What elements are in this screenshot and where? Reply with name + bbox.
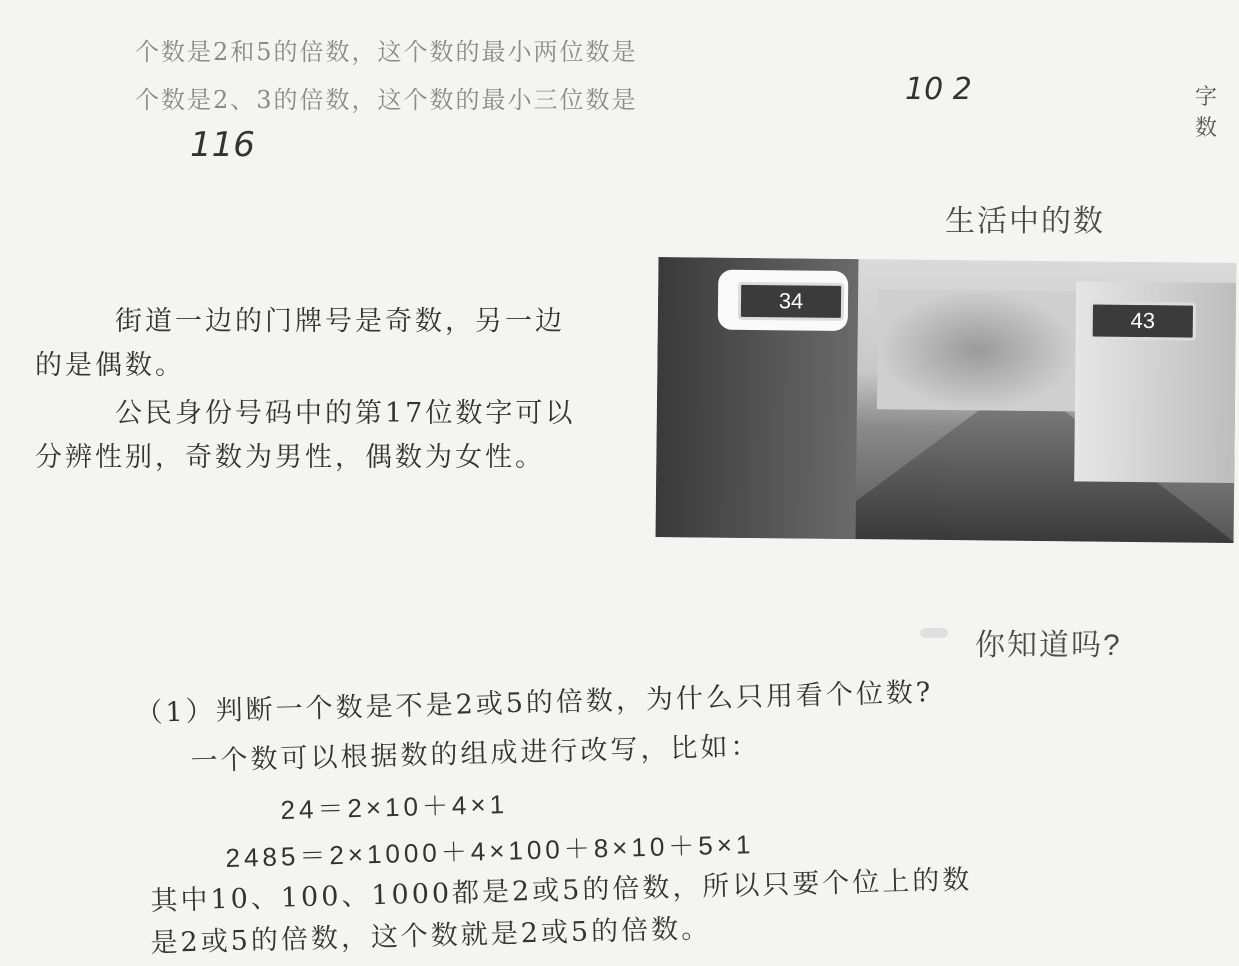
equation-2485: 2485＝2×1000＋4×100＋8×10＋5×1 xyxy=(225,829,755,873)
question-1-conclusion-2: 是2或5的倍数，这个数就是2或5的倍数。 xyxy=(150,913,712,959)
question-1: （1）判断一个数是不是2或5的倍数，为什么只用看个位数? xyxy=(135,677,934,729)
top-line-1: 个数是2和5的倍数，这个数的最小两位数是 xyxy=(135,38,638,66)
question-1-conclusion: 其中10、100、1000都是2或5的倍数，所以只要个位上的数 xyxy=(150,864,973,917)
section-title-life-numbers: 生活中的数 xyxy=(945,205,1105,238)
trees xyxy=(877,289,1078,411)
door-sign-right: 43 xyxy=(1090,302,1196,341)
street-photo xyxy=(656,257,1237,543)
paragraph-street-numbers: 街道一边的门牌号是奇数，另一边的是偶数。 xyxy=(35,306,565,381)
door-sign-left: 34 xyxy=(738,282,844,321)
top-line-2: 个数是2、3的倍数，这个数的最小三位数是 xyxy=(135,86,638,114)
handwritten-answer-1: 10 2 xyxy=(905,72,972,107)
section-title-did-you-know: 你知道吗? xyxy=(975,629,1122,662)
question-1-explanation: 一个数可以根据数的组成进行改写，比如： xyxy=(190,731,761,777)
right-edge-text: 字数 xyxy=(1195,85,1220,141)
equation-24: 24＝2×10＋4×1 xyxy=(280,789,509,825)
handwritten-answer-2: 116 xyxy=(190,125,255,165)
section-marker xyxy=(920,628,948,638)
paragraph-id-number: 公民身份号码中的第17位数字可以分辨性别，奇数为男性，偶数为女性。 xyxy=(35,398,576,473)
